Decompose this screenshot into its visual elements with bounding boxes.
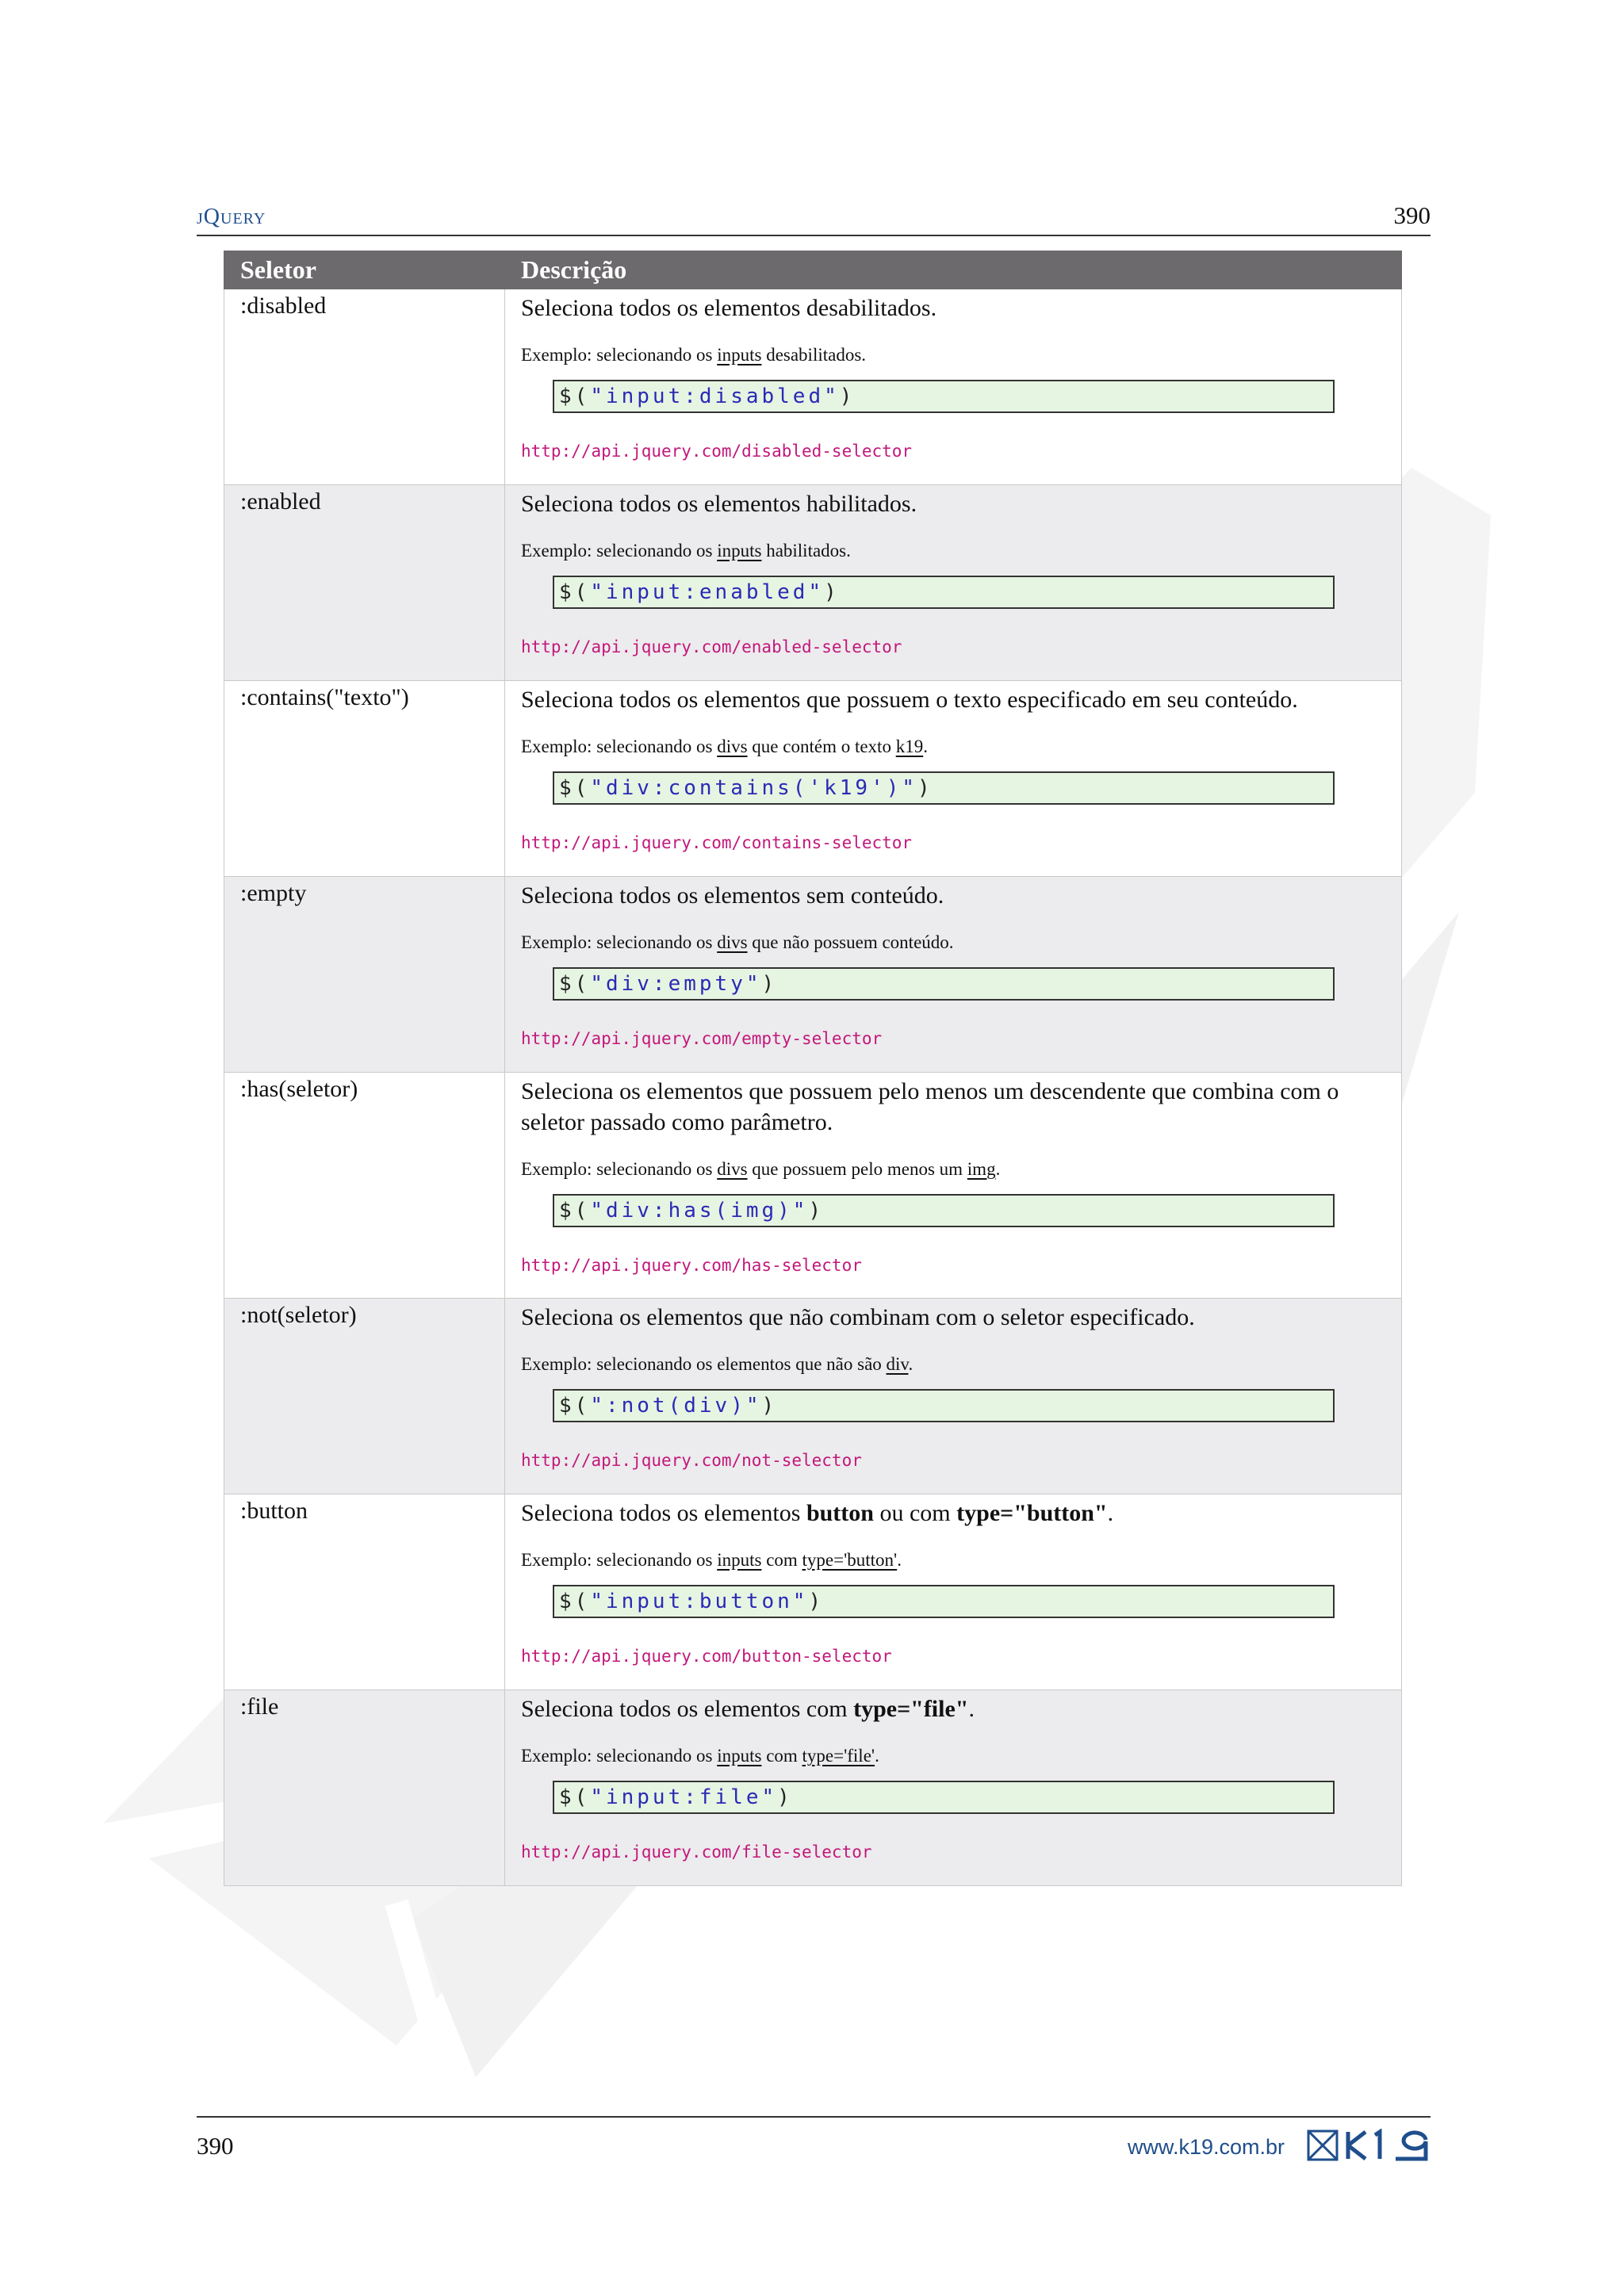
table-row [224,1690,1402,1886]
example-term: divs [717,737,748,756]
example-term: inputs [717,541,762,561]
header-page-number: 390 [1393,201,1431,229]
page-footer [197,2116,1431,2173]
selector-cell: :empty [224,877,505,1073]
example-term: type='button' [802,1550,898,1570]
description-fragment: ou com [873,1500,957,1526]
selector-cell: :file [224,1690,505,1886]
description-keyword: button [806,1500,874,1526]
example-caption [521,736,1385,758]
example-caption [521,344,1385,366]
chapter-title: jQuery [197,205,266,229]
selector-cell: :contains("texto") [224,681,505,877]
documentation-link[interactable]: http://api.jquery.com/empty-selector [521,1029,883,1048]
example-fragment: . [995,1159,1001,1179]
example-fragment: habilitados. [761,541,851,561]
page-header [197,197,1431,236]
example-fragment: com [761,1550,802,1570]
code-snippet [553,771,1335,805]
example-fragment: selecionando os [596,737,718,756]
description-cell [505,1073,1402,1299]
description-keyword: type="button" [956,1500,1108,1526]
selector-description: Seleciona todos os elementos desabilitados. [521,295,937,321]
example-term: type='file' [802,1746,875,1766]
code-call-close: ) [761,972,778,996]
code-snippet [553,1194,1335,1227]
example-caption [521,1353,1385,1376]
example-fragment: que contém o texto [747,737,896,756]
selector-description [521,1498,1385,1529]
description-fragment: Seleciona todos os elementos com [521,1696,854,1722]
code-selector-string: "div:contains('k19')" [590,776,918,800]
description-keyword: type="file" [853,1696,969,1722]
code-call-open: $( [559,1785,591,1809]
example-term: img [967,1159,996,1179]
code-snippet [553,1781,1335,1814]
code-selector-string: "input:enabled" [590,580,825,604]
example-term: inputs [717,345,762,365]
selector-description: Seleciona todos os elementos habilitados. [521,491,917,517]
documentation-link[interactable]: http://api.jquery.com/contains-selector [521,833,913,852]
table-row [224,289,1402,485]
footer-url-link[interactable]: www.k19.com.br [1127,2135,1285,2159]
code-selector-string: "div:empty" [590,972,762,996]
example-fragment: que possuem pelo menos um [747,1159,967,1179]
example-term: k19 [895,737,924,756]
column-header-selector: Seletor [224,251,505,289]
description-fragment: Seleciona todos os elementos [521,1500,806,1526]
code-call-open: $( [559,1590,591,1613]
code-call-open: $( [559,580,591,604]
selector-description: Seleciona todos os elementos que possuem o texto especificado em seu conteúdo. [521,687,1298,713]
example-label: Exemplo: [521,541,597,561]
column-header-description: Descrição [505,251,1402,289]
description-fragment: . [968,1696,975,1722]
code-call-close: ) [808,1199,825,1223]
example-label: Exemplo: [521,1746,597,1766]
example-term: inputs [717,1746,762,1766]
code-call-close: ) [824,580,840,604]
selector-description: Seleciona os elementos que não combinam com o seletor especificado. [521,1304,1195,1330]
documentation-link[interactable]: http://api.jquery.com/not-selector [521,1451,862,1470]
code-snippet [553,967,1335,1001]
description-cell [505,1690,1402,1886]
code-call-close: ) [917,776,933,800]
example-label: Exemplo: [521,345,597,365]
example-fragment: selecionando os [596,1550,718,1570]
documentation-link[interactable]: http://api.jquery.com/enabled-selector [521,637,902,656]
code-snippet [553,576,1335,609]
example-label: Exemplo: [521,1354,597,1374]
code-call-open: $( [559,1199,591,1223]
example-fragment: selecionando os [596,932,718,952]
footer-page-number: 390 [197,2132,234,2160]
example-fragment: selecionando os elementos que não são [596,1354,887,1374]
code-selector-string: "input:disabled" [590,385,840,408]
code-call-open: $( [559,1394,591,1418]
example-label: Exemplo: [521,1550,597,1570]
table-row [224,681,1402,877]
example-caption [521,540,1385,562]
example-fragment: . [897,1550,902,1570]
example-caption [521,1549,1385,1571]
code-call-close: ) [777,1785,793,1809]
code-call-open: $( [559,776,591,800]
code-call-close: ) [761,1394,778,1418]
example-fragment: . [875,1746,879,1766]
example-fragment: . [908,1354,914,1374]
example-term: div [886,1354,909,1374]
documentation-link[interactable]: http://api.jquery.com/button-selector [521,1647,892,1666]
table-header-row [224,251,1402,289]
example-caption [521,932,1385,954]
example-fragment: com [761,1746,802,1766]
example-caption [521,1745,1385,1767]
selector-cell: :enabled [224,485,505,681]
table-row [224,1073,1402,1299]
code-call-close: ) [808,1590,825,1613]
code-call-open: $( [559,385,591,408]
example-term: divs [717,932,748,952]
example-label: Exemplo: [521,737,597,756]
description-cell [505,681,1402,877]
example-fragment: selecionando os [596,541,718,561]
code-snippet [553,1585,1335,1618]
description-fragment: . [1107,1500,1114,1526]
description-cell [505,877,1402,1073]
description-cell [505,1494,1402,1690]
selector-description: Seleciona os elementos que possuem pelo menos um descendente que combina com o seletor passado como parâmetro. [521,1078,1339,1135]
code-selector-string: "input:button" [590,1590,809,1613]
k19-logo [1307,2129,1431,2162]
table-row [224,1299,1402,1494]
example-fragment: selecionando os [596,1159,718,1179]
documentation-link[interactable]: http://api.jquery.com/disabled-selector [521,442,913,461]
example-fragment: . [923,737,928,756]
example-fragment: selecionando os [596,1746,718,1766]
table-row [224,877,1402,1073]
description-cell [505,289,1402,485]
description-cell [505,1299,1402,1494]
example-fragment: selecionando os [596,345,718,365]
code-call-open: $( [559,972,591,996]
selector-cell: :button [224,1494,505,1690]
code-selector-string: ":not(div)" [590,1394,762,1418]
example-term: divs [717,1159,748,1179]
selector-cell: :disabled [224,289,505,485]
table-row [224,485,1402,681]
example-term: inputs [717,1550,762,1570]
table-row [224,1494,1402,1690]
example-caption [521,1158,1385,1181]
code-snippet [553,1389,1335,1422]
example-fragment: que não possuem conteúdo. [747,932,954,952]
code-selector-string: "div:has(img)" [590,1199,809,1223]
documentation-link[interactable]: http://api.jquery.com/has-selector [521,1256,862,1275]
code-snippet [553,380,1335,413]
documentation-link[interactable]: http://api.jquery.com/file-selector [521,1843,872,1862]
example-label: Exemplo: [521,932,597,952]
code-selector-string: "input:file" [590,1785,778,1809]
selector-description: Seleciona todos os elementos sem conteúdo. [521,882,944,909]
example-fragment: desabilitados. [761,345,867,365]
selector-table [224,251,1402,1886]
example-label: Exemplo: [521,1159,597,1179]
description-cell [505,485,1402,681]
code-call-close: ) [839,385,856,408]
selector-cell: :not(seletor) [224,1299,505,1494]
selector-description [521,1693,1385,1724]
selector-cell: :has(seletor) [224,1073,505,1299]
